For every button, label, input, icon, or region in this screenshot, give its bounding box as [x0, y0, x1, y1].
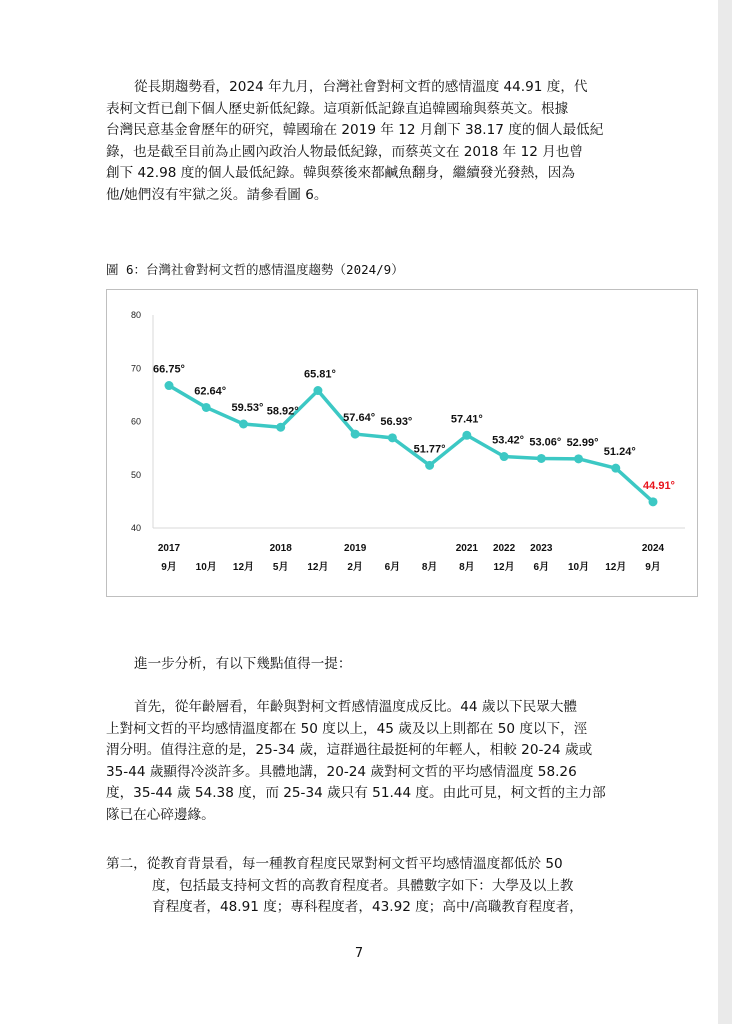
- data-label: 44.91°: [643, 479, 675, 492]
- text-line: 隊已在心碎邊緣。: [106, 806, 215, 823]
- data-label: 56.93°: [380, 415, 413, 428]
- x-tick-month: 12月: [232, 562, 255, 573]
- x-tick-year: 2017: [157, 543, 181, 554]
- x-tick-month: 5月: [272, 562, 289, 573]
- x-tick-year: 2022: [492, 543, 516, 554]
- data-point: [351, 430, 360, 439]
- text-line: 錄，也是截至目前為止國內政治人物最低紀錄，而蔡英文在 2018 年 12 月也曾: [106, 143, 583, 160]
- data-point: [165, 381, 174, 390]
- data-point: [313, 386, 322, 395]
- text-line: 育程度者，48.91 度；專科程度者，43.92 度；高中/高職教育程度者，: [152, 899, 583, 915]
- y-tick-label: 80: [130, 310, 141, 320]
- data-point: [537, 454, 546, 463]
- text-line: 表柯文哲已創下個人歷史新低紀錄。這項新低記錄直追韓國瑜與蔡英文。根據: [106, 100, 569, 117]
- x-tick-month: 2月: [347, 562, 363, 573]
- text-line: 35-44 歲顯得冷淡許多。具體地講，20-24 歲對柯文哲的平均感情溫度 58.26: [106, 763, 577, 780]
- y-tick-label: 50: [130, 469, 141, 480]
- text-line: 渭分明。值得注意的是，25-34 歲，這群過往最挺柯的年輕人，相較 20-24 歲或: [106, 742, 593, 758]
- paragraph-long-term-trend: [106, 77, 626, 206]
- text-line: 第二，從教育背景看，每一種教育程度民眾對柯文哲平均感情溫度都低於 50: [106, 856, 563, 872]
- paragraph-analysis-intro: 進一步分析，有以下幾點值得一提：: [134, 656, 352, 672]
- data-point: [202, 403, 211, 412]
- text-line: 上對柯文哲的平均感情溫度都在 50 度以上，45 歲及以上則都在 50 度以下，涇: [106, 720, 588, 737]
- data-label: 66.75°: [153, 363, 185, 376]
- x-tick-month: 8月: [459, 562, 475, 573]
- text-line: 台灣民意基金會歷年的研究，韓國瑜在 2019 年 12 月創下 38.17 度的個人最低紀: [106, 122, 604, 138]
- x-tick-month: 12月: [493, 562, 515, 573]
- x-tick-year: 2024: [641, 543, 665, 554]
- x-tick-month: 9月: [161, 562, 177, 573]
- data-point: [239, 420, 248, 429]
- figure-caption: 圖 6：台灣社會對柯文哲的感情溫度趨勢（2024/9）: [106, 262, 404, 277]
- scrollbar-track[interactable]: [718, 0, 732, 1024]
- paragraph-education-analysis: [106, 854, 626, 919]
- data-label: 59.53°: [231, 402, 264, 415]
- data-label: 52.99°: [566, 436, 599, 449]
- page-number: 7: [354, 946, 364, 961]
- x-tick-month: 12月: [307, 562, 329, 573]
- x-tick-year: 2018: [269, 543, 292, 554]
- y-tick-label: 60: [130, 416, 141, 427]
- data-point: [500, 452, 509, 461]
- paragraph-age-analysis: [106, 697, 626, 826]
- y-tick-label: 40: [130, 523, 141, 533]
- x-tick-month: 10月: [567, 562, 590, 573]
- data-point: [574, 454, 583, 463]
- text-line: 度，35-44 歲 54.38 度，而 25-34 歲只有 51.44 度。由此可見，柯文哲的主力部: [106, 785, 606, 801]
- data-label: 57.41°: [450, 413, 483, 426]
- data-label: 62.64°: [194, 385, 227, 398]
- x-tick-year: 2021: [455, 543, 478, 554]
- text-line: 度，包括最支持柯文哲的高教育程度者。具體數字如下：大學及以上教: [152, 877, 574, 894]
- data-label: 53.42°: [492, 434, 525, 447]
- x-tick-month: 9月: [645, 562, 661, 573]
- text-line: 從長期趨勢看，2024 年九月，台灣社會對柯文哲的感情溫度 44.91 度，代: [134, 79, 588, 95]
- x-tick-month: 10月: [195, 562, 217, 573]
- data-label: 65.81°: [303, 368, 336, 381]
- data-point: [462, 431, 471, 440]
- data-label: 53.06°: [529, 436, 562, 449]
- data-point: [276, 423, 285, 432]
- data-point: [611, 464, 620, 473]
- data-label: 51.77°: [413, 443, 446, 456]
- data-point: [425, 461, 434, 470]
- x-tick-month: 6月: [533, 562, 550, 573]
- data-point: [649, 497, 658, 506]
- data-label: 51.24°: [603, 446, 636, 459]
- x-tick-month: 8月: [421, 562, 438, 573]
- line-chart: [107, 290, 697, 596]
- y-tick-label: 70: [130, 363, 141, 374]
- data-point: [388, 433, 397, 442]
- text-line: 他/她們沒有牢獄之災。請參看圖 6。: [106, 186, 328, 203]
- x-tick-month: 12月: [605, 562, 627, 573]
- text-line: 首先，從年齡層看，年齡與對柯文哲感情溫度成反比。44 歲以下民眾大體: [134, 699, 578, 715]
- chart-frame: [106, 289, 698, 597]
- x-tick-year: 2023: [530, 543, 553, 554]
- text-line: 創下 42.98 度的個人最低紀錄。韓與蔡後來都鹹魚翻身，繼續發光發熱，因為: [106, 165, 575, 181]
- x-tick-year: 2019: [344, 543, 367, 554]
- data-label: 58.92°: [266, 405, 299, 418]
- data-label: 57.64°: [343, 412, 376, 425]
- x-tick-month: 6月: [384, 562, 401, 573]
